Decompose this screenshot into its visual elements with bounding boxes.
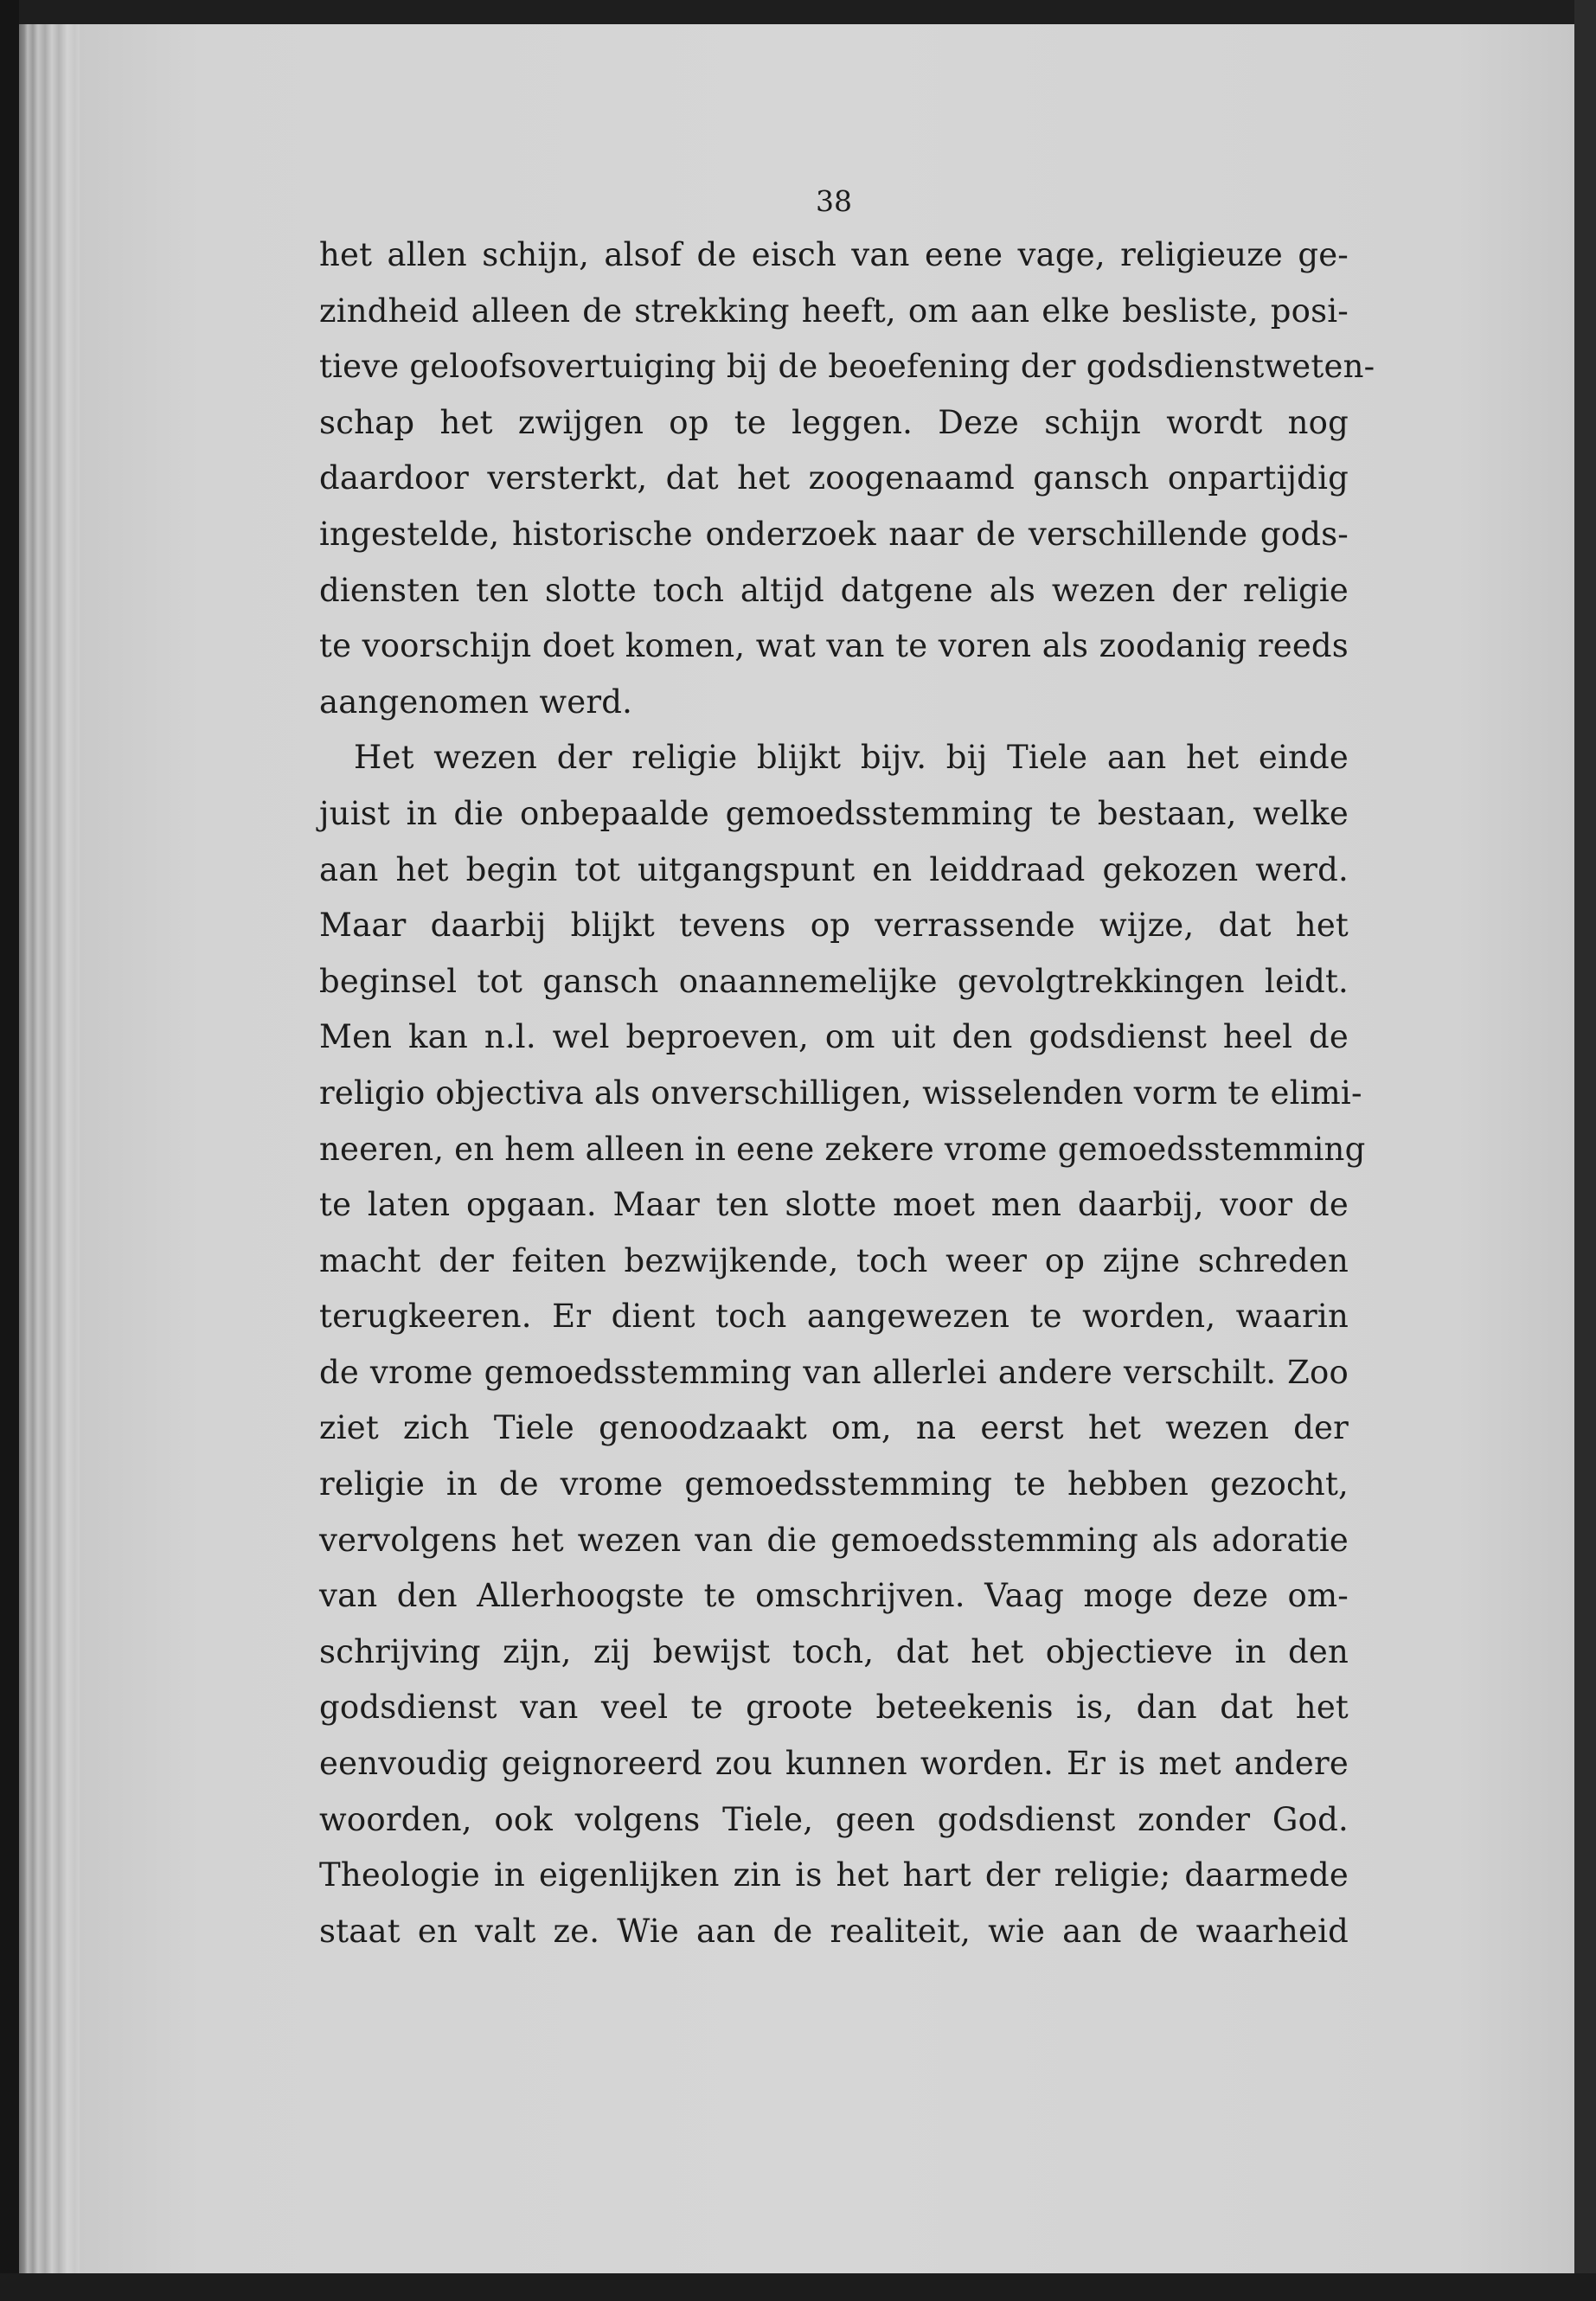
text-line: aan het begin tot uitgangspunt en leiddraad gekozen werd. — [319, 850, 1349, 888]
text-line: godsdienst van veel te groote beteekenis is, dan dat het — [319, 1689, 1349, 1727]
scan-frame-top — [0, 0, 1596, 24]
text-line: te voorschijn doet komen, wat van te voren als zoodanig reeds — [319, 627, 1349, 665]
text-line: Men kan n.l. wel beproeven, om uit den godsdienst heel de — [319, 1018, 1349, 1056]
text-line: neeren, en hem alleen in eene zekere vrome gemoedsstemming — [319, 1130, 1366, 1168]
scan-frame-right — [1574, 0, 1596, 2301]
text-line: diensten ten slotte toch altijd datgene als wezen der religie — [319, 571, 1349, 609]
text-line: macht der feiten bezwijkende, toch weer op zijne schreden — [319, 1241, 1349, 1279]
text-line: te laten opgaan. Maar ten slotte moet men daarbij, voor de — [319, 1186, 1349, 1224]
page-text-block — [319, 176, 1375, 1959]
text-line: van den Allerhoogste te omschrijven. Vaag moge deze om- — [319, 1577, 1349, 1615]
text-line: ziet zich Tiele genoodzaakt om, na eerst het wezen der — [319, 1409, 1349, 1447]
text-line: beginsel tot gansch onaannemelijke gevolgtrekkingen leidt. — [319, 962, 1349, 1000]
text-line: Theologie in eigenlijken zin is het hart der religie; daarmede — [319, 1856, 1349, 1894]
page-number: 38 — [816, 184, 852, 218]
text-line: vervolgens het wezen van die gemoedsstemming als adoratie — [319, 1521, 1349, 1559]
text-line: staat en valt ze. Wie aan de realiteit, wie aan de waarheid — [319, 1912, 1349, 1950]
book-page-edges — [19, 24, 80, 2273]
paragraph-1 — [319, 228, 1375, 730]
text-line: schrijving zijn, zij bewijst toch, dat het objectieve in den — [319, 1632, 1349, 1670]
text-line: religio objectiva als onverschilligen, wisselenden vorm te elimi- — [319, 1074, 1362, 1112]
text-line: de vrome gemoedsstemming van allerlei andere verschilt. Zoo — [319, 1353, 1349, 1391]
text-line: Het wezen der religie blijkt bijv. bij Tiele aan het einde — [354, 739, 1349, 777]
text-line: daardoor versterkt, dat het zoogenaamd gansch onpartijdig — [319, 459, 1349, 497]
text-line: ingestelde, historische onderzoek naar de verschillende gods- — [319, 515, 1349, 553]
text-line: terugkeeren. Er dient toch aangewezen te worden, waarin — [319, 1298, 1349, 1336]
text-line: Maar daarbij blijkt tevens op verrassende wijze, dat het — [319, 907, 1349, 945]
text-line: eenvoudig geignoreerd zou kunnen worden. Er is met andere — [319, 1745, 1349, 1783]
scan-frame-left — [0, 0, 19, 2301]
text-line: religie in de vrome gemoedsstemming te hebben gezocht, — [319, 1465, 1349, 1503]
scan-frame-bottom — [0, 2273, 1596, 2301]
text-line: tieve geloofsovertuiging bij de beoefening der godsdienstweten- — [319, 348, 1375, 386]
text-line: het allen schijn, alsof de eisch van eene vage, religieuze ge- — [319, 236, 1349, 273]
text-line: schap het zwijgen op te leggen. Deze schijn wordt nog — [319, 403, 1349, 441]
text-line: woorden, ook volgens Tiele, geen godsdienst zonder God. — [319, 1800, 1349, 1838]
text-line: juist in die onbepaalde gemoedsstemming te bestaan, welke — [319, 794, 1349, 832]
text-line: aangenomen werd. — [319, 683, 633, 721]
text-line: zindheid alleen de strekking heeft, om aan elke besliste, posi- — [319, 292, 1349, 330]
paragraph-2 — [319, 730, 1366, 1959]
